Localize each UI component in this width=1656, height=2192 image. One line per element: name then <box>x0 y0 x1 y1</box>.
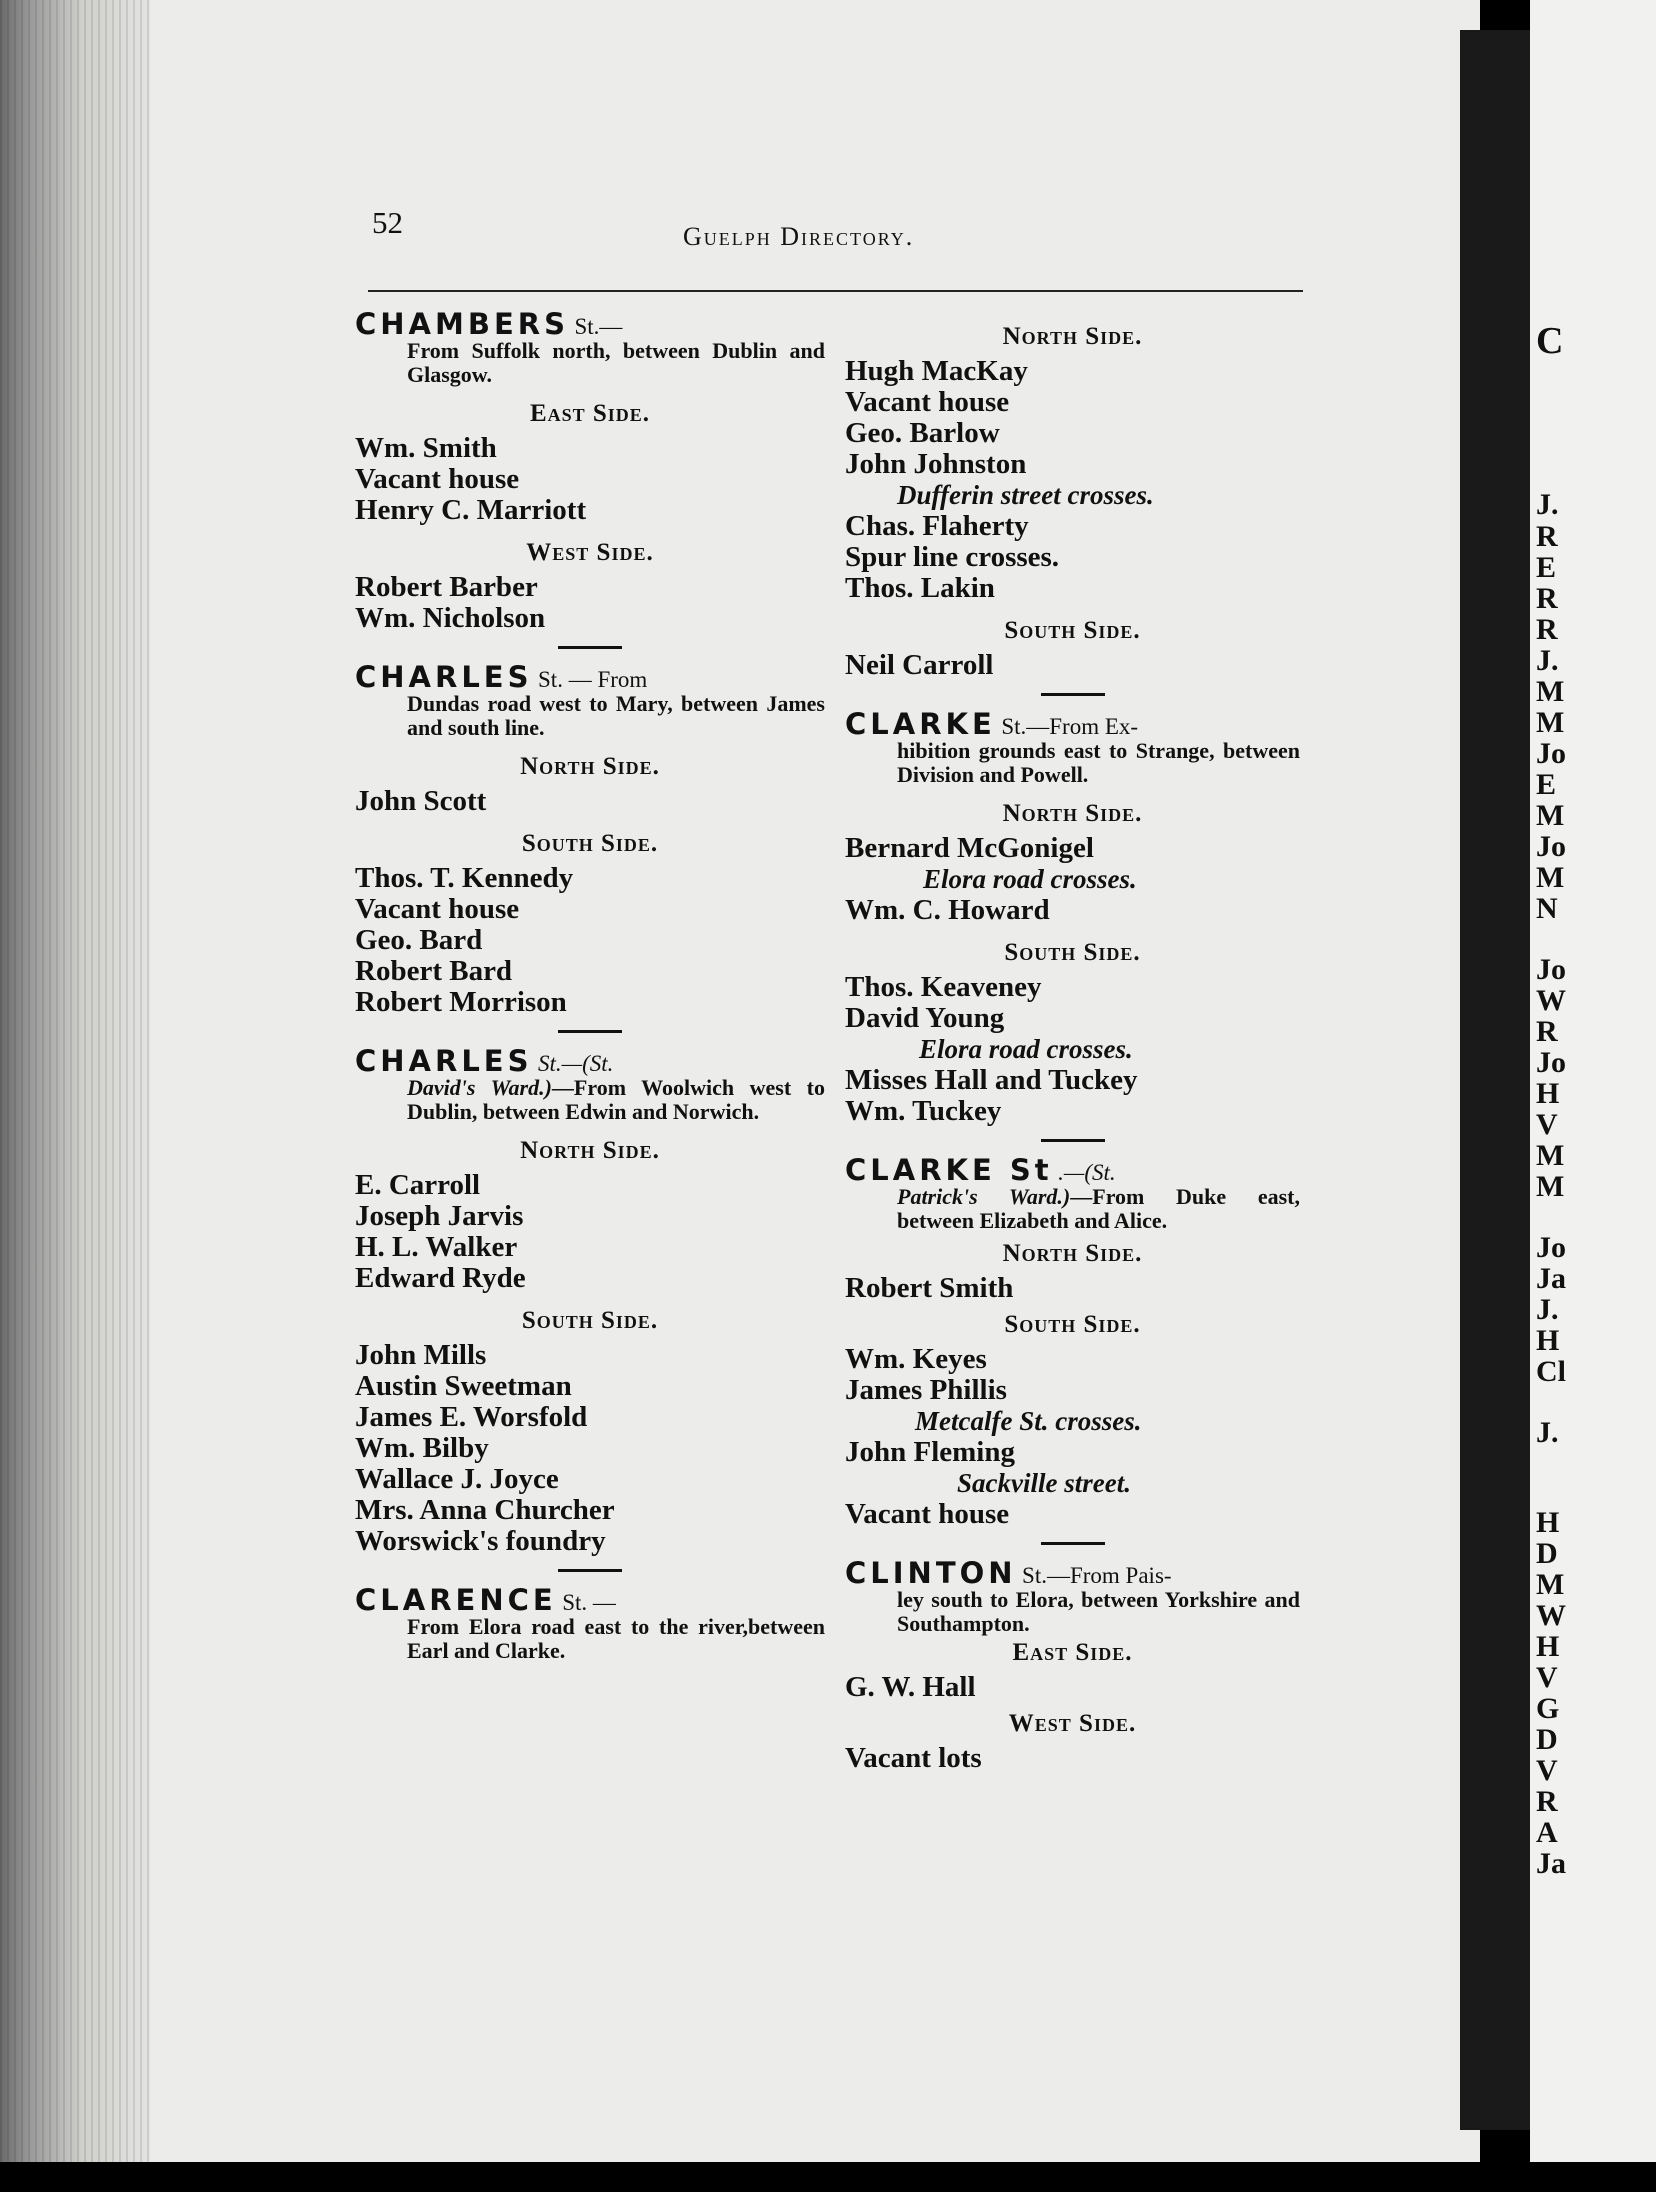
street-heading-chambers <box>355 307 825 387</box>
resident-entry: Worswick's foundry <box>355 1525 606 1557</box>
section-divider <box>558 646 622 649</box>
page-number: 52 <box>372 205 403 240</box>
street-suffix: .—(St. <box>1058 1160 1116 1185</box>
right-column <box>845 322 1300 1774</box>
street-suffix: St.—From Ex- <box>1001 714 1139 739</box>
cross-street-note: Metcalfe St. crosses. <box>915 1406 1142 1436</box>
resident-entry: Robert Barber <box>355 571 538 603</box>
cross-street-note: Elora road crosses. <box>923 864 1137 894</box>
resident-entry: Wm. Bilby <box>355 1432 489 1464</box>
street-description: hibition grounds east to Strange, between Division and Powell. <box>897 738 1300 787</box>
next-page-letter: A <box>1536 1816 1558 1849</box>
resident-entry: Vacant lots <box>845 1742 982 1774</box>
next-page-edge <box>1530 0 1656 2192</box>
street-heading-clarence <box>355 1583 825 1663</box>
street-suffix: St.—From Pais- <box>1022 1563 1172 1588</box>
resident-entry: Vacant house <box>355 463 520 495</box>
resident-entry: H. L. Walker <box>355 1231 518 1263</box>
street-name: CLARKE <box>845 707 996 741</box>
next-page-letter: Jo <box>1536 1046 1566 1079</box>
resident-entry: James Phillis <box>845 1374 1007 1406</box>
resident-entry: Thos. Lakin <box>845 572 995 604</box>
street-name: CLARKE St <box>845 1153 1053 1187</box>
street-name: CHARLES <box>355 660 533 694</box>
resident-entry: Hugh MacKay <box>845 355 1028 387</box>
resident-entry: Wm. C. Howard <box>845 894 1050 926</box>
resident-entry: Edward Ryde <box>355 1262 526 1294</box>
next-page-letter: J. <box>1536 488 1559 521</box>
next-page-letter: Jo <box>1536 830 1566 863</box>
street-heading-charles <box>355 660 825 740</box>
next-page-letter: C <box>1536 320 1564 362</box>
side-label-west: West Side. <box>526 539 654 566</box>
next-page-letter: M <box>1536 1139 1565 1172</box>
header-rule <box>368 290 1303 292</box>
page-edge-lines <box>0 0 150 2162</box>
resident-entry: Thos. Keaveney <box>845 971 1042 1003</box>
next-page-letter: E <box>1536 768 1557 801</box>
resident-entry: Joseph Jarvis <box>355 1200 524 1232</box>
street-name: CLINTON <box>845 1556 1017 1590</box>
resident-entry: Wm. Keyes <box>845 1343 987 1375</box>
side-label-south: South Side. <box>1004 617 1141 644</box>
resident-entry: E. Carroll <box>355 1169 481 1201</box>
running-head: Guelph Directory. <box>683 222 915 251</box>
cross-street-note: Elora road crosses. <box>919 1034 1133 1064</box>
street-name: CLARENCE <box>355 1583 557 1617</box>
street-suffix: St. — From <box>538 667 648 692</box>
street-heading-charles-st-davids <box>355 1044 826 1124</box>
street-heading-clinton <box>845 1556 1300 1636</box>
resident-entry: John Scott <box>355 785 487 817</box>
section-divider <box>1041 1542 1105 1545</box>
cross-street-note: Sackville street. <box>957 1468 1131 1498</box>
next-page-letter: H <box>1536 1077 1560 1110</box>
left-column <box>355 307 826 1663</box>
resident-entry: Robert Bard <box>355 955 513 987</box>
next-page-letter: W <box>1536 1599 1566 1632</box>
next-page-letter: M <box>1536 1568 1565 1601</box>
resident-entry: Wm. Tuckey <box>845 1095 1002 1127</box>
side-label-north: North Side. <box>520 1137 660 1164</box>
street-suffix: St. — <box>562 1590 616 1615</box>
next-page-letter: Jo <box>1536 953 1566 986</box>
resident-entry: Wm. Nicholson <box>355 602 546 634</box>
next-page-letter: H <box>1536 1324 1560 1357</box>
next-page-letter: J. <box>1536 1293 1559 1326</box>
next-page-letter: R <box>1536 1785 1558 1818</box>
next-page-letter: M <box>1536 675 1565 708</box>
next-page-letter: H <box>1536 1630 1560 1663</box>
resident-entry: Austin Sweetman <box>355 1370 572 1402</box>
next-page-letter: R <box>1536 1015 1558 1048</box>
next-page-letter: J. <box>1536 644 1559 677</box>
next-page-letter: Ja <box>1536 1847 1566 1880</box>
side-label-east: East Side. <box>529 400 651 427</box>
next-page-letter: V <box>1536 1754 1558 1787</box>
street-description: From Elora road east to the river,between Earl and Clarke. <box>407 1614 825 1663</box>
resident-entry: Robert Morrison <box>355 986 567 1018</box>
street-suffix: St.—(St. <box>538 1051 614 1076</box>
side-label-north: North Side. <box>1002 800 1143 827</box>
street-name: CHAMBERS <box>355 307 569 341</box>
resident-entry: Henry C. Marriott <box>355 494 587 526</box>
resident-entry: James E. Worsfold <box>355 1401 588 1433</box>
resident-entry: Vacant house <box>355 893 520 925</box>
next-page-letter: Ja <box>1536 1262 1566 1295</box>
resident-entry: John Fleming <box>845 1436 1015 1468</box>
resident-entry: Geo. Bard <box>355 924 483 956</box>
side-label-south: South Side. <box>1004 939 1141 966</box>
resident-entry: Geo. Barlow <box>845 417 1000 449</box>
next-page-letter: Cl <box>1536 1355 1566 1388</box>
side-label-north: North Side. <box>1002 323 1143 350</box>
resident-entry: John Mills <box>355 1339 487 1371</box>
ward-name: Patrick's Ward.) <box>897 1184 1071 1209</box>
street-suffix: St.— <box>574 314 623 339</box>
next-page-letter: G <box>1536 1692 1560 1725</box>
next-page-letter: V <box>1536 1108 1558 1141</box>
section-divider <box>1041 693 1105 696</box>
side-label-north: North Side. <box>520 753 660 780</box>
section-divider <box>1041 1139 1105 1142</box>
street-description: ley south to Elora, between Yorkshire and Southampton. <box>897 1587 1300 1636</box>
resident-entry: G. W. Hall <box>845 1671 976 1703</box>
resident-entry: Mrs. Anna Churcher <box>355 1494 615 1526</box>
side-label-east: East Side. <box>1012 1639 1133 1666</box>
side-label-south: South Side. <box>521 1307 659 1334</box>
next-page-letter: R <box>1536 613 1558 646</box>
next-page-letter: N <box>1536 892 1558 925</box>
next-page-letter: R <box>1536 520 1558 553</box>
street-name: CHARLES <box>355 1044 533 1078</box>
resident-entry: Bernard McGonigel <box>845 832 1094 864</box>
next-page-letter: J. <box>1536 1416 1559 1449</box>
resident-entry: John Johnston <box>845 448 1027 480</box>
next-page-letter: V <box>1536 1661 1558 1694</box>
next-page-letter: M <box>1536 861 1565 894</box>
next-page-letter: D <box>1536 1723 1558 1756</box>
next-page-letter: M <box>1536 799 1565 832</box>
section-divider <box>558 1569 622 1572</box>
next-page-letter: M <box>1536 1170 1565 1203</box>
ward-name: David's Ward.) <box>407 1075 552 1100</box>
resident-entry: Misses Hall and Tuckey <box>845 1064 1138 1096</box>
next-page-letter: Jo <box>1536 737 1566 770</box>
section-divider <box>558 1030 622 1033</box>
next-page-letter: W <box>1536 984 1566 1017</box>
resident-entry: Vacant house <box>845 386 1010 418</box>
binding-gutter <box>1460 30 1530 2130</box>
resident-entry: Robert Smith <box>845 1272 1014 1304</box>
street-description: From Suffolk north, between Dublin and Glasgow. <box>407 338 825 387</box>
next-page-letter: H <box>1536 1506 1560 1539</box>
street-description: —From Duke east, between Elizabeth and Alice. <box>897 1184 1300 1233</box>
street-description: Dundas road west to Mary, between James and south line. <box>407 691 825 740</box>
next-page-letter: D <box>1536 1537 1558 1570</box>
resident-entry: Wallace J. Joyce <box>355 1463 559 1495</box>
resident-entry: Thos. T. Kennedy <box>355 862 574 894</box>
side-label-south: South Side. <box>1004 1311 1141 1338</box>
next-page-letter: E <box>1536 551 1557 584</box>
street-heading-clarke <box>845 707 1300 787</box>
cross-street-note: Dufferin street crosses. <box>897 480 1154 510</box>
resident-entry: Wm. Smith <box>355 432 497 464</box>
next-page-letter: Jo <box>1536 1231 1566 1264</box>
side-label-west: West Side. <box>1008 1710 1137 1737</box>
street-description: —From Woolwich west to Dublin, between Edwin and Norwich. <box>407 1075 826 1124</box>
resident-entry: Neil Carroll <box>845 649 994 681</box>
resident-entry: Chas. Flaherty <box>845 510 1029 542</box>
resident-entry: Vacant house <box>845 1498 1010 1530</box>
side-label-south: South Side. <box>521 830 659 857</box>
scan-bottom-border <box>0 2162 1656 2192</box>
resident-entry: Spur line crosses. <box>845 541 1060 573</box>
resident-entry: David Young <box>845 1002 1005 1034</box>
next-page-letter: M <box>1536 706 1565 739</box>
next-page-letter: R <box>1536 582 1558 615</box>
street-heading-clarke-st-patricks <box>845 1153 1300 1233</box>
side-label-north: North Side. <box>1002 1240 1143 1267</box>
